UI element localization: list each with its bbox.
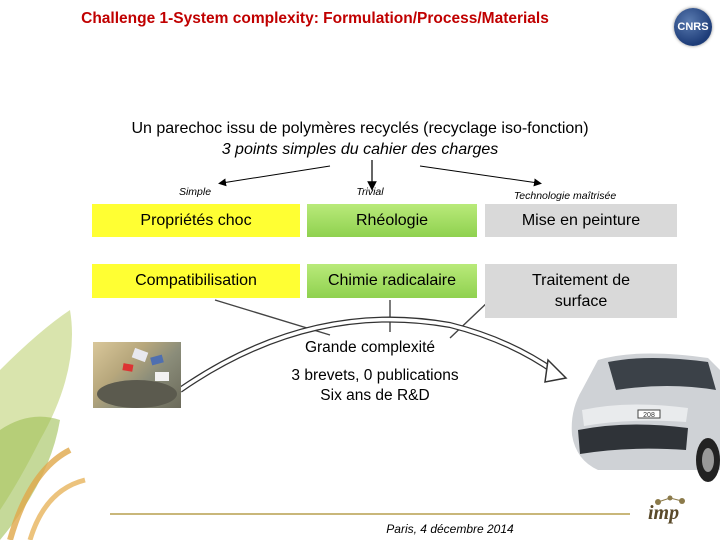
summary-years: Six ans de R&D bbox=[320, 387, 430, 404]
line-traitement bbox=[450, 300, 490, 338]
intro-line-2: 3 points simples du cahier des charges bbox=[221, 141, 499, 158]
footer-date: Paris, 4 décembre 2014 bbox=[386, 522, 514, 536]
cnrs-logo bbox=[674, 8, 712, 46]
summary-complexity: Grande complexité bbox=[304, 339, 436, 356]
cnrs-logo-text: CNRS bbox=[677, 21, 709, 33]
footer-divider bbox=[110, 513, 630, 515]
box-mise-en-peinture: Mise en peinture bbox=[485, 204, 677, 237]
box-rheologie: Rhéologie bbox=[307, 204, 477, 237]
imp-logo-text: imp bbox=[648, 502, 680, 524]
car-image bbox=[568, 350, 720, 490]
curve-arrowhead bbox=[545, 360, 566, 382]
intro-line-1: Un parechoc issu de polymères recyclés (recyclage iso-fonction) bbox=[131, 120, 589, 137]
arrow-technologie bbox=[420, 166, 538, 183]
svg-text:208: 208 bbox=[643, 412, 655, 419]
recycled-polymers-image bbox=[93, 342, 181, 408]
category-trivial: Trivial bbox=[356, 186, 384, 198]
box-traitement-surface: Traitement de surface bbox=[485, 264, 677, 318]
page-title: Challenge 1-System complexity: Formulation/Process/Materials bbox=[81, 10, 549, 27]
box-proprietes-choc: Propriétés choc bbox=[92, 204, 300, 237]
line-compat bbox=[215, 300, 330, 335]
box-chimie-radicalaire: Chimie radicalaire bbox=[307, 264, 477, 298]
summary-patents: 3 brevets, 0 publications bbox=[291, 367, 459, 384]
box-compatibilisation: Compatibilisation bbox=[92, 264, 300, 298]
arrow-simple bbox=[222, 166, 330, 183]
category-simple: Simple bbox=[178, 186, 212, 198]
leaf-decoration bbox=[0, 310, 95, 540]
category-technologie: Technologie maîtrisée bbox=[513, 190, 617, 202]
